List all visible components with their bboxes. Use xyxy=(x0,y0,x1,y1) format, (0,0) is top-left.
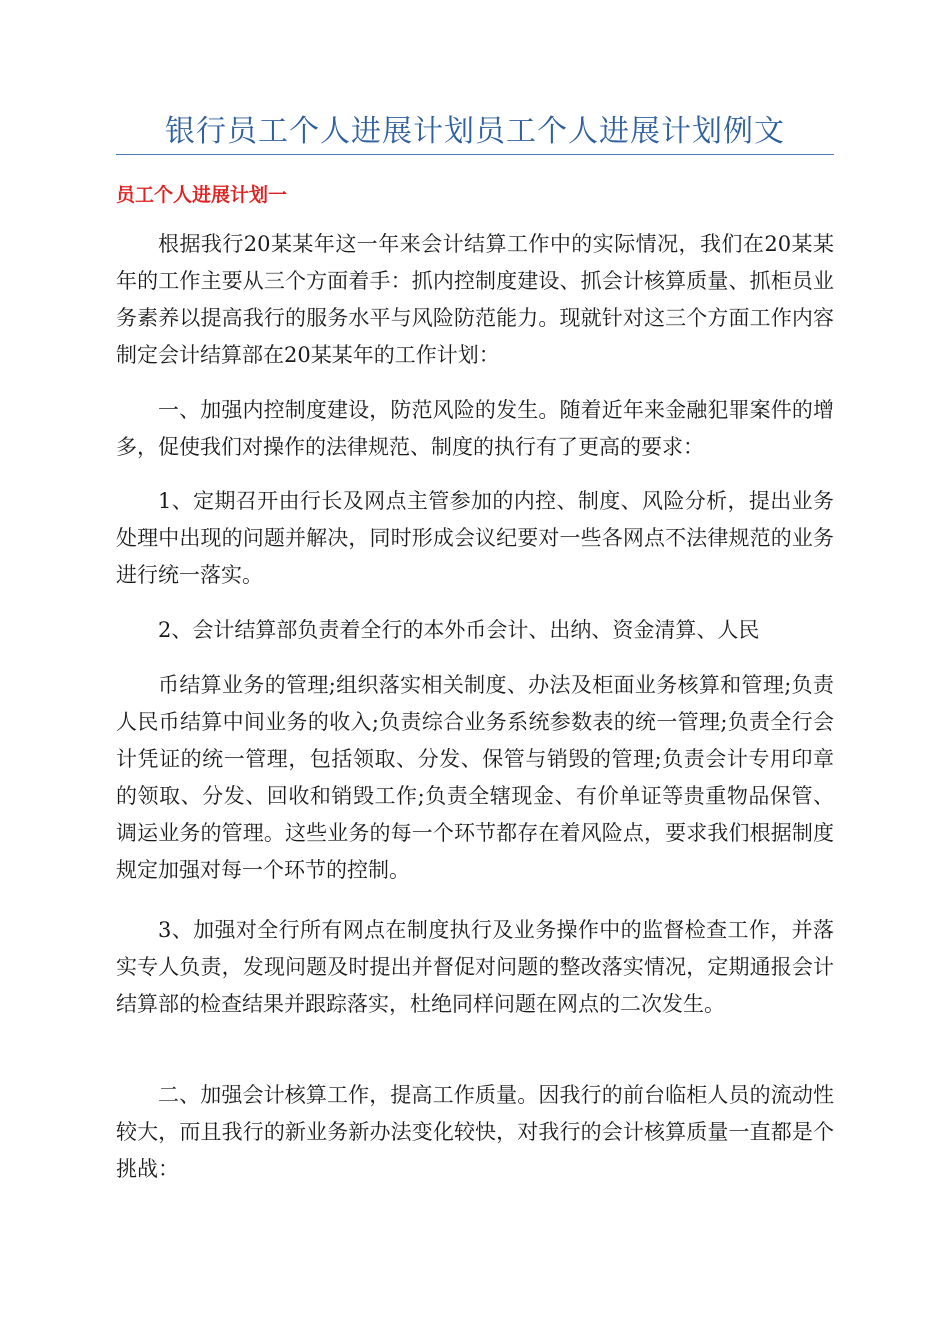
paragraph-section-one: 一、加强内控制度建设，防范风险的发生。随着近年来金融犯罪案件的增多，促使我们对操作的法律规范、制度的执行有了更高的要求： xyxy=(116,398,834,459)
title-underline xyxy=(116,154,834,155)
paragraph-item-3: 3、加强对全行所有网点在制度执行及业务操作中的监督检查工作，并落实专人负责，发现问题及时提出并督促对问题的整改落实情况，定期通报会计结算部的检查结果并跟踪落实，杜绝同样问题在网点的二次发生。 xyxy=(116,918,834,1016)
paragraph-item-2: 2、会计结算部负责着全行的本外币会计、出纳、资金清算、人民 xyxy=(158,618,760,642)
paragraph-intro: 根据我行20某某年这一年来会计结算工作中的实际情况，我们在20某某年的工作主要从三个方面着手：抓内控制度建设、抓会计核算质量、抓柜员业务素养以提高我行的服务水平与风险防范能力。现就针对这三个方面工作内容制定会计结算部在20某某年的工作计划： xyxy=(116,232,834,367)
section-heading: 员工个人进展计划一 xyxy=(116,184,288,206)
paragraph-item-2-continued: 币结算业务的管理;组织落实相关制度、办法及柜面业务核算和管理;负责人民币结算中间业务的收入;负责综合业务系统参数表的统一管理;负责全行会计凭证的统一管理，包括领取、分发、保管与销毁的管理;负责会计专用印章的领取、分发、回收和销毁工作;负责全辖现金、有价单证等贵重物品保管、调运业务的管理。这些业务的每一个环节都存在着风险点，要求我们根据制度规定加强对每一个环节的控制。 xyxy=(116,673,834,882)
paragraph-section-two: 二、加强会计核算工作，提高工作质量。因我行的前台临柜人员的流动性较大，而且我行的新业务新办法变化较快，对我行的会计核算质量一直都是个挑战： xyxy=(116,1083,834,1181)
paragraph-item-1: 1、定期召开由行长及网点主管参加的内控、制度、风险分析，提出业务处理中出现的问题并解决，同时形成会议纪要对一些各网点不法律规范的业务进行统一落实。 xyxy=(116,489,834,587)
document-title: 银行员工个人进展计划员工个人进展计划例文 xyxy=(165,114,785,149)
